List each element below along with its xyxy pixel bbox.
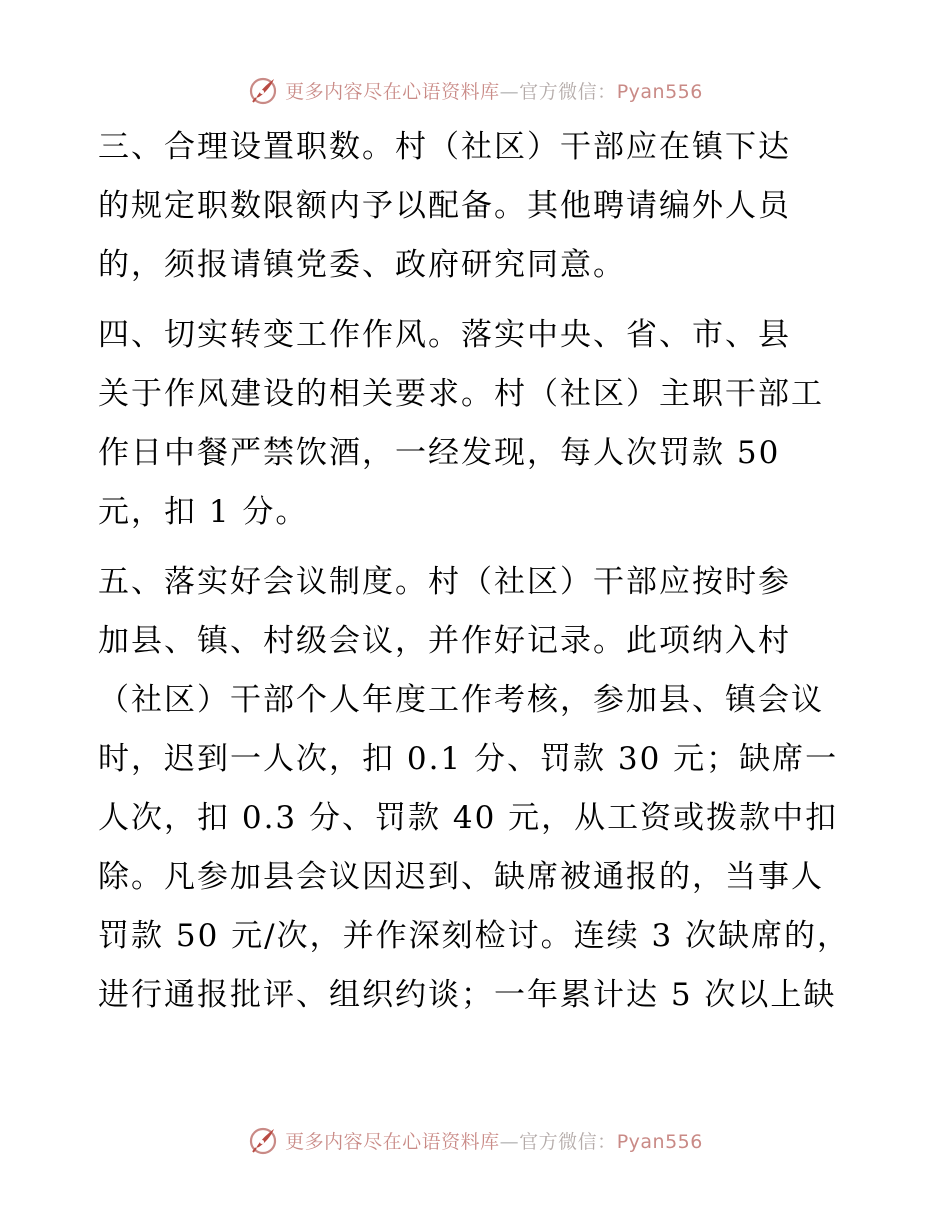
watermark-wechat-label: 官方微信：	[519, 80, 617, 103]
watermark-wechat-label: 官方微信：	[519, 1130, 617, 1153]
footer-watermark	[0, 1120, 950, 1160]
paragraph-3	[98, 118, 858, 295]
text-line: 作日中餐严禁饮酒，一经发现，每人次罚款 50	[98, 435, 781, 471]
text-line: 进行通报批评、组织约谈；一年累计达 5 次以上缺	[98, 977, 837, 1013]
text-line: 关于作风建设的相关要求。村（社区）主职干部工	[98, 376, 824, 412]
quill-logo-icon	[247, 1124, 279, 1156]
paragraph-4	[98, 306, 858, 542]
watermark-dash: —	[499, 80, 520, 103]
text-line: （社区）干部个人年度工作考核，参加县、镇会议	[98, 682, 824, 718]
text-line: 人次，扣 0.3 分、罚款 40 元，从工资或拨款中扣	[98, 800, 839, 836]
watermark-dash: —	[499, 1130, 520, 1153]
text-line: 时，迟到一人次，扣 0.1 分、罚款 30 元；缺席一	[98, 741, 839, 777]
paragraph-5	[98, 553, 858, 1025]
text-line: 四、切实转变工作作风。落实中央、省、市、县	[98, 317, 791, 353]
quill-logo-icon	[247, 74, 279, 106]
watermark-main-text: 更多内容尽在心语资料库	[285, 80, 500, 103]
text-line: 的规定职数限额内予以配备。其他聘请编外人员	[98, 188, 791, 224]
header-watermark	[0, 70, 950, 110]
text-line: 加县、镇、村级会议，并作好记录。此项纳入村	[98, 623, 791, 659]
watermark-text	[285, 77, 703, 104]
text-line: 三、合理设置职数。村（社区）干部应在镇下达	[98, 129, 791, 165]
watermark-wechat-id: Pyan556	[616, 1130, 703, 1153]
watermark-main-text: 更多内容尽在心语资料库	[285, 1130, 500, 1153]
text-line: 元，扣 1 分。	[98, 494, 309, 530]
text-line: 的，须报请镇党委、政府研究同意。	[98, 247, 626, 283]
text-line: 五、落实好会议制度。村（社区）干部应按时参	[98, 564, 791, 600]
text-line: 罚款 50 元/次，并作深刻检讨。连续 3 次缺席的，	[98, 918, 851, 954]
text-line: 除。凡参加县会议因迟到、缺席被通报的，当事人	[98, 859, 824, 895]
document-body	[98, 118, 858, 1025]
watermark-text	[285, 1127, 703, 1154]
watermark-wechat-id: Pyan556	[616, 80, 703, 103]
